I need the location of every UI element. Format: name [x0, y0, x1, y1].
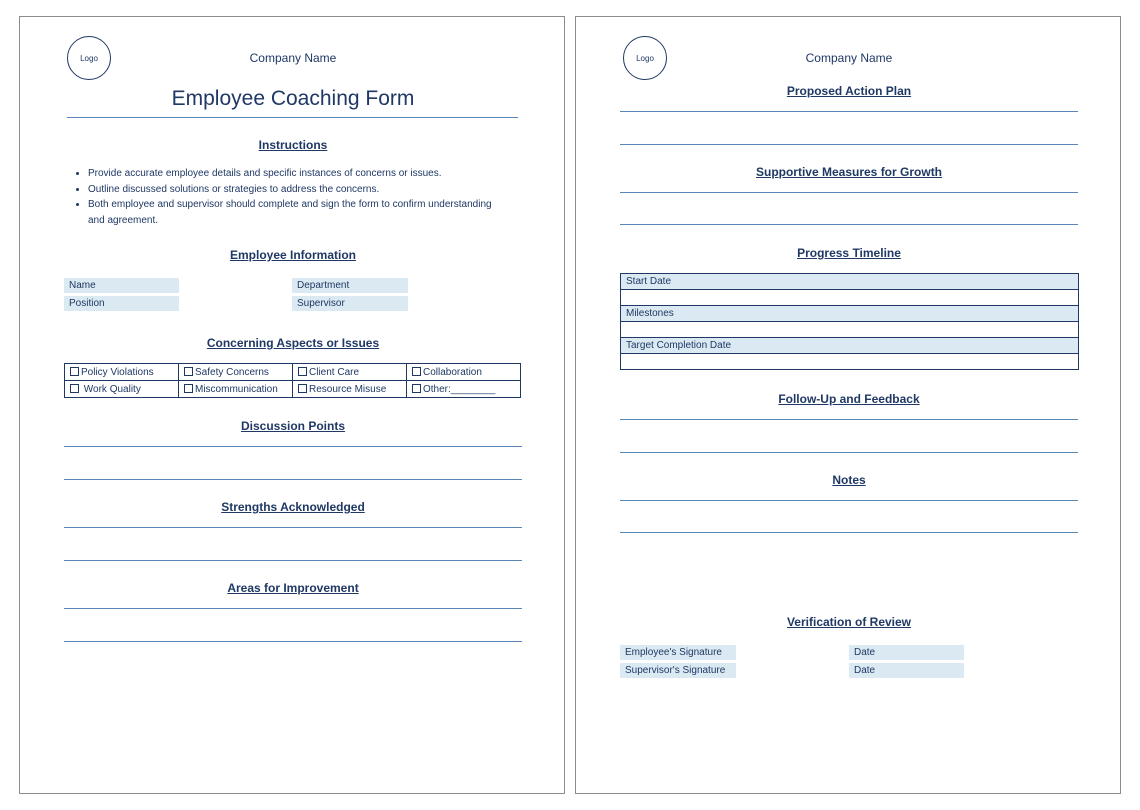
checkbox-icon [70, 367, 79, 376]
action-plan-line-2[interactable] [620, 144, 1078, 145]
checkbox-other[interactable]: Other:________ [407, 381, 521, 398]
notes-line-2[interactable] [620, 532, 1078, 533]
table-row [65, 364, 521, 381]
employee-signature-field[interactable]: Employee's Signature [620, 645, 736, 660]
target-date-label: Target Completion Date [621, 338, 1079, 354]
checkbox-icon [70, 384, 79, 393]
department-field[interactable]: Department [292, 278, 408, 293]
supervisor-date-field[interactable]: Date [849, 663, 964, 678]
verification-heading: Verification of Review [786, 615, 912, 629]
timeline-table-wrap [620, 273, 1079, 370]
company-name: Company Name [805, 51, 893, 65]
checkbox-resource-misuse[interactable]: Resource Misuse [293, 381, 407, 398]
checkbox-collaboration[interactable]: Collaboration [407, 364, 521, 381]
strengths-line-1[interactable] [64, 527, 522, 528]
employee-info-heading: Employee Information [229, 248, 357, 262]
table-row [621, 354, 1079, 370]
checkbox-icon [298, 384, 307, 393]
improvement-heading: Areas for Improvement [227, 581, 359, 595]
checkbox-safety-concerns[interactable]: Safety Concerns [179, 364, 293, 381]
concerns-heading: Concerning Aspects or Issues [206, 336, 380, 350]
supervisor-signature-field[interactable]: Supervisor's Signature [620, 663, 736, 678]
title-underline [67, 117, 518, 118]
concerns-table-wrap [64, 363, 521, 398]
instructions-list [68, 166, 508, 228]
followup-line-1[interactable] [620, 419, 1078, 420]
position-field[interactable]: Position [64, 296, 179, 311]
name-field[interactable]: Name [64, 278, 179, 293]
form-title: Employee Coaching Form [171, 87, 415, 110]
checkbox-icon [412, 367, 421, 376]
instructions-heading: Instructions [258, 138, 328, 152]
followup-heading: Follow-Up and Feedback [778, 392, 920, 406]
timeline-heading: Progress Timeline [797, 246, 901, 260]
discussion-line-2[interactable] [64, 479, 522, 480]
instruction-item: • Both employee and supervisor should complete and sign the form to confirm understanding and agreement. [88, 197, 508, 228]
strengths-line-2[interactable] [64, 560, 522, 561]
milestones-label: Milestones [621, 306, 1079, 322]
supportive-line-1[interactable] [620, 192, 1078, 193]
company-name: Company Name [249, 51, 337, 65]
action-plan-line-1[interactable] [620, 111, 1078, 112]
improvement-line-2[interactable] [64, 641, 522, 642]
checkbox-client-care[interactable]: Client Care [293, 364, 407, 381]
checkbox-icon [184, 384, 193, 393]
instruction-item: • Outline discussed solutions or strategies to address the concerns. [88, 182, 508, 198]
followup-line-2[interactable] [620, 452, 1078, 453]
logo-placeholder: Logo [623, 36, 667, 80]
improvement-line-1[interactable] [64, 608, 522, 609]
page-2 [575, 16, 1121, 794]
table-row [621, 290, 1079, 306]
milestones-value[interactable] [621, 322, 1079, 338]
supportive-line-2[interactable] [620, 224, 1078, 225]
target-date-value[interactable] [621, 354, 1079, 370]
table-row [65, 381, 521, 398]
checkbox-icon [298, 367, 307, 376]
discussion-heading: Discussion Points [240, 419, 346, 433]
table-row [621, 338, 1079, 354]
start-date-value[interactable] [621, 290, 1079, 306]
table-row [621, 274, 1079, 290]
notes-heading: Notes [832, 473, 866, 487]
instructions-list-wrap [68, 166, 508, 228]
checkbox-icon [412, 384, 421, 393]
employee-date-field[interactable]: Date [849, 645, 964, 660]
instruction-item: • Provide accurate employee details and specific instances of concerns or issues. [88, 166, 508, 182]
supervisor-field[interactable]: Supervisor [292, 296, 408, 311]
checkbox-policy-violations[interactable]: Policy Violations [65, 364, 179, 381]
discussion-line-1[interactable] [64, 446, 522, 447]
strengths-heading: Strengths Acknowledged [221, 500, 365, 514]
checkbox-miscommunication[interactable]: Miscommunication [179, 381, 293, 398]
checkbox-icon [184, 367, 193, 376]
timeline-table [620, 273, 1079, 370]
action-plan-heading: Proposed Action Plan [786, 84, 912, 98]
start-date-label: Start Date [621, 274, 1079, 290]
table-row [621, 306, 1079, 322]
supportive-heading: Supportive Measures for Growth [755, 165, 943, 179]
notes-line-1[interactable] [620, 500, 1078, 501]
table-row [621, 322, 1079, 338]
page-1 [19, 16, 565, 794]
checkbox-work-quality[interactable]: Work Quality [65, 381, 179, 398]
concerns-table [64, 363, 521, 398]
logo-placeholder: Logo [67, 36, 111, 80]
